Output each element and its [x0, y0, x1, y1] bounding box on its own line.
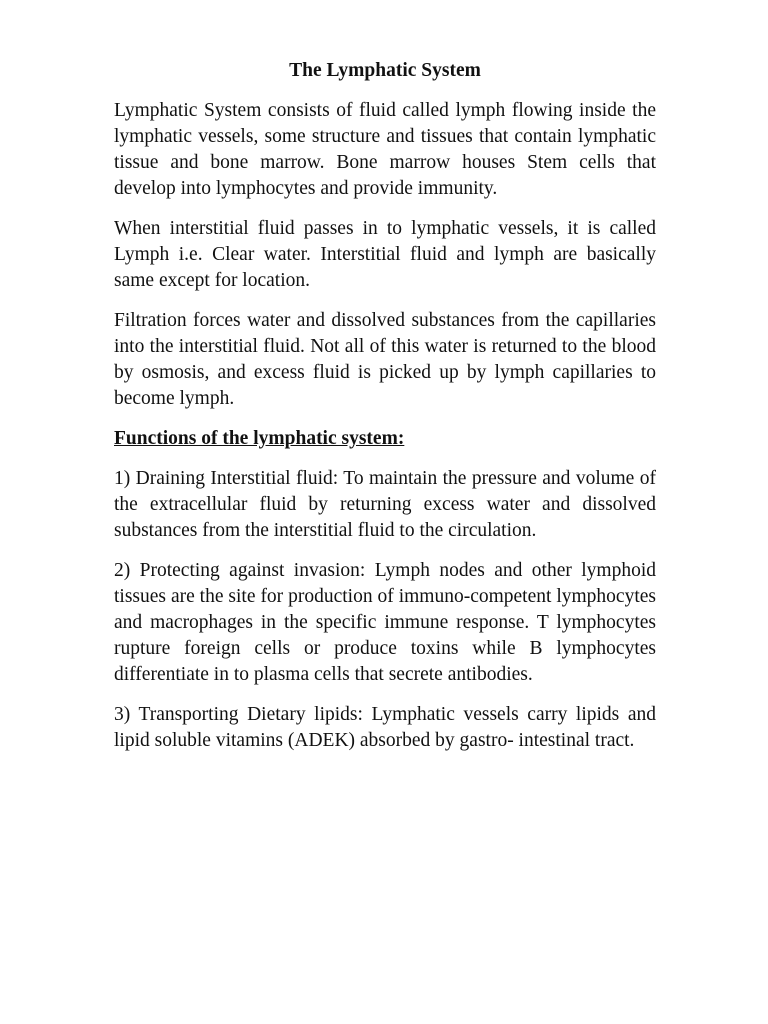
function-draining: 1) Draining Interstitial fluid: To maintain the pressure and volume of the extracellular fluid by returning excess water and dissolved substances from the interstitial fluid to the circulation.: [114, 468, 656, 541]
paragraph-lymphatic-system: Lymphatic System consists of fluid called lymph flowing inside the lymphatic vessels, some structure and tissues that contain lymphatic tissue and bone marrow. Bone marrow houses Stem cells that develop into lymphocytes and provide immunity.: [114, 100, 656, 199]
paragraph-filtration: Filtration forces water and dissolved substances from the capillaries into the interstitial fluid. Not all of this water is returned to the blood by osmosis, and excess fluid is picked up by lymph capillaries to become lymph.: [114, 310, 656, 409]
document-page: [114, 58, 656, 768]
document-title: The Lymphatic System: [289, 60, 481, 81]
function-transporting: 3) Transporting Dietary lipids: Lymphatic vessels carry lipids and lipid soluble vitamins (ADEK) absorbed by gastro- intestinal tract.: [114, 704, 656, 751]
functions-heading: Functions of the lymphatic system:: [114, 428, 405, 449]
paragraph-lymph: When interstitial fluid passes in to lymphatic vessels, it is called Lymph i.e. Clear water. Interstitial fluid and lymph are basically same except for location.: [114, 218, 656, 291]
function-protecting: 2) Protecting against invasion: Lymph nodes and other lymphoid tissues are the site for production of immuno-competent lymphocytes and macrophages in the specific immune response. T lymphocytes rupture foreign cells or produce toxins while B lymphocytes differentiate in to plasma cells that secrete antibodies.: [114, 560, 656, 685]
